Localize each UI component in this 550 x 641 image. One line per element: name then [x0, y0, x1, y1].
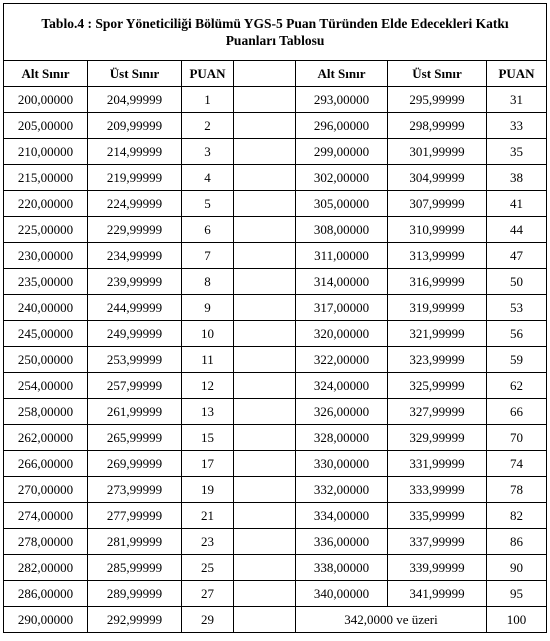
ust-sinir-cell: 214,99999	[88, 139, 182, 165]
puan-cell: 15	[182, 425, 234, 451]
alt-sinir-cell: 225,00000	[4, 217, 88, 243]
ust-sinir-cell: 321,99999	[388, 321, 487, 347]
table-row	[4, 87, 547, 113]
puan-cell: 41	[487, 191, 547, 217]
column-header-ust-sinir-right: Üst Sınır	[388, 61, 487, 87]
spacer-cell	[234, 191, 296, 217]
puan-cell: 5	[182, 191, 234, 217]
ust-sinir-cell: 244,99999	[88, 295, 182, 321]
alt-sinir-cell: 334,00000	[296, 503, 388, 529]
alt-sinir-cell: 220,00000	[4, 191, 88, 217]
ust-sinir-cell: 277,99999	[88, 503, 182, 529]
puan-cell: 70	[487, 425, 547, 451]
alt-sinir-cell: 270,00000	[4, 477, 88, 503]
spacer-cell	[234, 503, 296, 529]
puan-cell: 50	[487, 269, 547, 295]
puan-cell: 17	[182, 451, 234, 477]
table-row	[4, 139, 547, 165]
alt-sinir-cell: 293,00000	[296, 87, 388, 113]
spacer-cell	[234, 321, 296, 347]
table-row	[4, 529, 547, 555]
table-row	[4, 451, 547, 477]
ust-sinir-cell: 265,99999	[88, 425, 182, 451]
table-row	[4, 217, 547, 243]
ust-sinir-cell: 239,99999	[88, 269, 182, 295]
column-header-ust-sinir: Üst Sınır	[88, 61, 182, 87]
puan-cell: 59	[487, 347, 547, 373]
table-row	[4, 477, 547, 503]
ust-sinir-cell: 329,99999	[388, 425, 487, 451]
puan-cell: 90	[487, 555, 547, 581]
header-row	[4, 61, 547, 87]
spacer-cell	[234, 477, 296, 503]
ust-sinir-cell: 335,99999	[388, 503, 487, 529]
puan-cell: 53	[487, 295, 547, 321]
alt-sinir-cell: 258,00000	[4, 399, 88, 425]
spacer-cell	[234, 217, 296, 243]
ust-sinir-cell: 261,99999	[88, 399, 182, 425]
puan-cell: 56	[487, 321, 547, 347]
title-row	[4, 4, 547, 61]
ust-sinir-cell: 310,99999	[388, 217, 487, 243]
alt-sinir-cell: 235,00000	[4, 269, 88, 295]
ust-sinir-cell: 316,99999	[388, 269, 487, 295]
puan-cell: 74	[487, 451, 547, 477]
spacer-cell	[234, 529, 296, 555]
alt-sinir-cell: 296,00000	[296, 113, 388, 139]
alt-sinir-cell: 278,00000	[4, 529, 88, 555]
puan-cell: 10	[182, 321, 234, 347]
ust-sinir-cell: 292,99999	[88, 607, 182, 633]
ust-sinir-cell: 307,99999	[388, 191, 487, 217]
alt-sinir-cell: 286,00000	[4, 581, 88, 607]
puan-cell: 27	[182, 581, 234, 607]
puan-cell: 9	[182, 295, 234, 321]
spacer-cell	[234, 165, 296, 191]
ust-sinir-cell: 229,99999	[88, 217, 182, 243]
spacer-cell	[234, 243, 296, 269]
table-row	[4, 165, 547, 191]
spacer-cell	[234, 607, 296, 633]
ust-sinir-cell: 285,99999	[88, 555, 182, 581]
puan-cell: 23	[182, 529, 234, 555]
table-row	[4, 399, 547, 425]
puan-cell: 82	[487, 503, 547, 529]
alt-sinir-cell: 311,00000	[296, 243, 388, 269]
ust-sinir-cell: 325,99999	[388, 373, 487, 399]
table-row	[4, 503, 547, 529]
puan-cell: 19	[182, 477, 234, 503]
ust-sinir-cell: 327,99999	[388, 399, 487, 425]
spacer-cell	[234, 373, 296, 399]
puan-cell: 29	[182, 607, 234, 633]
alt-sinir-cell: 200,00000	[4, 87, 88, 113]
alt-sinir-cell: 338,00000	[296, 555, 388, 581]
table-row	[4, 607, 547, 633]
puan-cell: 33	[487, 113, 547, 139]
table-row	[4, 425, 547, 451]
alt-sinir-cell: 332,00000	[296, 477, 388, 503]
alt-sinir-cell: 305,00000	[296, 191, 388, 217]
puan-cell: 4	[182, 165, 234, 191]
ust-sinir-cell: 301,99999	[388, 139, 487, 165]
alt-sinir-cell: 328,00000	[296, 425, 388, 451]
alt-sinir-cell: 210,00000	[4, 139, 88, 165]
alt-sinir-cell: 308,00000	[296, 217, 388, 243]
alt-sinir-cell: 205,00000	[4, 113, 88, 139]
alt-sinir-cell: 215,00000	[4, 165, 88, 191]
puan-cell: 2	[182, 113, 234, 139]
ust-sinir-cell: 337,99999	[388, 529, 487, 555]
table-row	[4, 555, 547, 581]
ust-sinir-cell: 253,99999	[88, 347, 182, 373]
puan-cell: 86	[487, 529, 547, 555]
alt-sinir-cell: 326,00000	[296, 399, 388, 425]
alt-sinir-cell: 230,00000	[4, 243, 88, 269]
alt-sinir-cell: 240,00000	[4, 295, 88, 321]
puan-cell: 7	[182, 243, 234, 269]
ust-sinir-cell: 341,99999	[388, 581, 487, 607]
puan-cell: 21	[182, 503, 234, 529]
puan-cell: 47	[487, 243, 547, 269]
alt-sinir-cell: 340,00000	[296, 581, 388, 607]
puan-cell: 44	[487, 217, 547, 243]
alt-sinir-cell: 274,00000	[4, 503, 88, 529]
alt-sinir-cell: 324,00000	[296, 373, 388, 399]
table-row	[4, 321, 547, 347]
column-header-puan-right: PUAN	[487, 61, 547, 87]
score-table	[3, 3, 547, 633]
puan-cell: 78	[487, 477, 547, 503]
ust-sinir-cell: 319,99999	[388, 295, 487, 321]
ust-sinir-cell: 281,99999	[88, 529, 182, 555]
alt-sinir-cell: 299,00000	[296, 139, 388, 165]
alt-sinir-cell: 322,00000	[296, 347, 388, 373]
alt-sinir-cell: 250,00000	[4, 347, 88, 373]
puan-cell: 3	[182, 139, 234, 165]
puan-cell: 31	[487, 87, 547, 113]
ust-sinir-cell: 323,99999	[388, 347, 487, 373]
alt-sinir-cell: 336,00000	[296, 529, 388, 555]
ust-sinir-cell: 269,99999	[88, 451, 182, 477]
puan-cell: 1	[182, 87, 234, 113]
column-header-alt-sinir-right: Alt Sınır	[296, 61, 388, 87]
puan-cell: 13	[182, 399, 234, 425]
alt-sinir-cell: 262,00000	[4, 425, 88, 451]
final-range-cell: 342,0000 ve üzeri	[296, 607, 487, 633]
column-header-puan: PUAN	[182, 61, 234, 87]
table-row	[4, 243, 547, 269]
ust-sinir-cell: 333,99999	[388, 477, 487, 503]
ust-sinir-cell: 331,99999	[388, 451, 487, 477]
puan-cell: 8	[182, 269, 234, 295]
spacer-cell	[234, 295, 296, 321]
table-row	[4, 295, 547, 321]
ust-sinir-cell: 234,99999	[88, 243, 182, 269]
spacer-cell	[234, 61, 296, 87]
ust-sinir-cell: 304,99999	[388, 165, 487, 191]
puan-cell: 11	[182, 347, 234, 373]
table-row	[4, 581, 547, 607]
ust-sinir-cell: 313,99999	[388, 243, 487, 269]
alt-sinir-cell: 290,00000	[4, 607, 88, 633]
spacer-cell	[234, 555, 296, 581]
ust-sinir-cell: 273,99999	[88, 477, 182, 503]
alt-sinir-cell: 266,00000	[4, 451, 88, 477]
puan-cell: 62	[487, 373, 547, 399]
table-row	[4, 347, 547, 373]
table-row	[4, 191, 547, 217]
alt-sinir-cell: 302,00000	[296, 165, 388, 191]
alt-sinir-cell: 254,00000	[4, 373, 88, 399]
puan-cell: 35	[487, 139, 547, 165]
spacer-cell	[234, 139, 296, 165]
alt-sinir-cell: 320,00000	[296, 321, 388, 347]
ust-sinir-cell: 249,99999	[88, 321, 182, 347]
puan-cell: 38	[487, 165, 547, 191]
spacer-cell	[234, 87, 296, 113]
puan-cell: 66	[487, 399, 547, 425]
ust-sinir-cell: 204,99999	[88, 87, 182, 113]
puan-cell: 25	[182, 555, 234, 581]
alt-sinir-cell: 282,00000	[4, 555, 88, 581]
spacer-cell	[234, 399, 296, 425]
ust-sinir-cell: 298,99999	[388, 113, 487, 139]
alt-sinir-cell: 245,00000	[4, 321, 88, 347]
alt-sinir-cell: 317,00000	[296, 295, 388, 321]
score-table-container	[3, 3, 546, 633]
ust-sinir-cell: 295,99999	[388, 87, 487, 113]
column-header-alt-sinir: Alt Sınır	[4, 61, 88, 87]
spacer-cell	[234, 269, 296, 295]
spacer-cell	[234, 451, 296, 477]
ust-sinir-cell: 339,99999	[388, 555, 487, 581]
puan-cell: 6	[182, 217, 234, 243]
table-row	[4, 269, 547, 295]
spacer-cell	[234, 581, 296, 607]
table-title: Tablo.4 : Spor Yöneticiliği Bölümü YGS-5 Puan Türünden Elde Edecekleri Katkı Puanları Tablosu	[4, 4, 547, 61]
ust-sinir-cell: 257,99999	[88, 373, 182, 399]
ust-sinir-cell: 209,99999	[88, 113, 182, 139]
spacer-cell	[234, 113, 296, 139]
alt-sinir-cell: 314,00000	[296, 269, 388, 295]
puan-cell: 12	[182, 373, 234, 399]
table-row	[4, 373, 547, 399]
spacer-cell	[234, 347, 296, 373]
ust-sinir-cell: 289,99999	[88, 581, 182, 607]
table-row	[4, 113, 547, 139]
puan-cell: 95	[487, 581, 547, 607]
puan-cell: 100	[487, 607, 547, 633]
ust-sinir-cell: 219,99999	[88, 165, 182, 191]
alt-sinir-cell: 330,00000	[296, 451, 388, 477]
spacer-cell	[234, 425, 296, 451]
ust-sinir-cell: 224,99999	[88, 191, 182, 217]
